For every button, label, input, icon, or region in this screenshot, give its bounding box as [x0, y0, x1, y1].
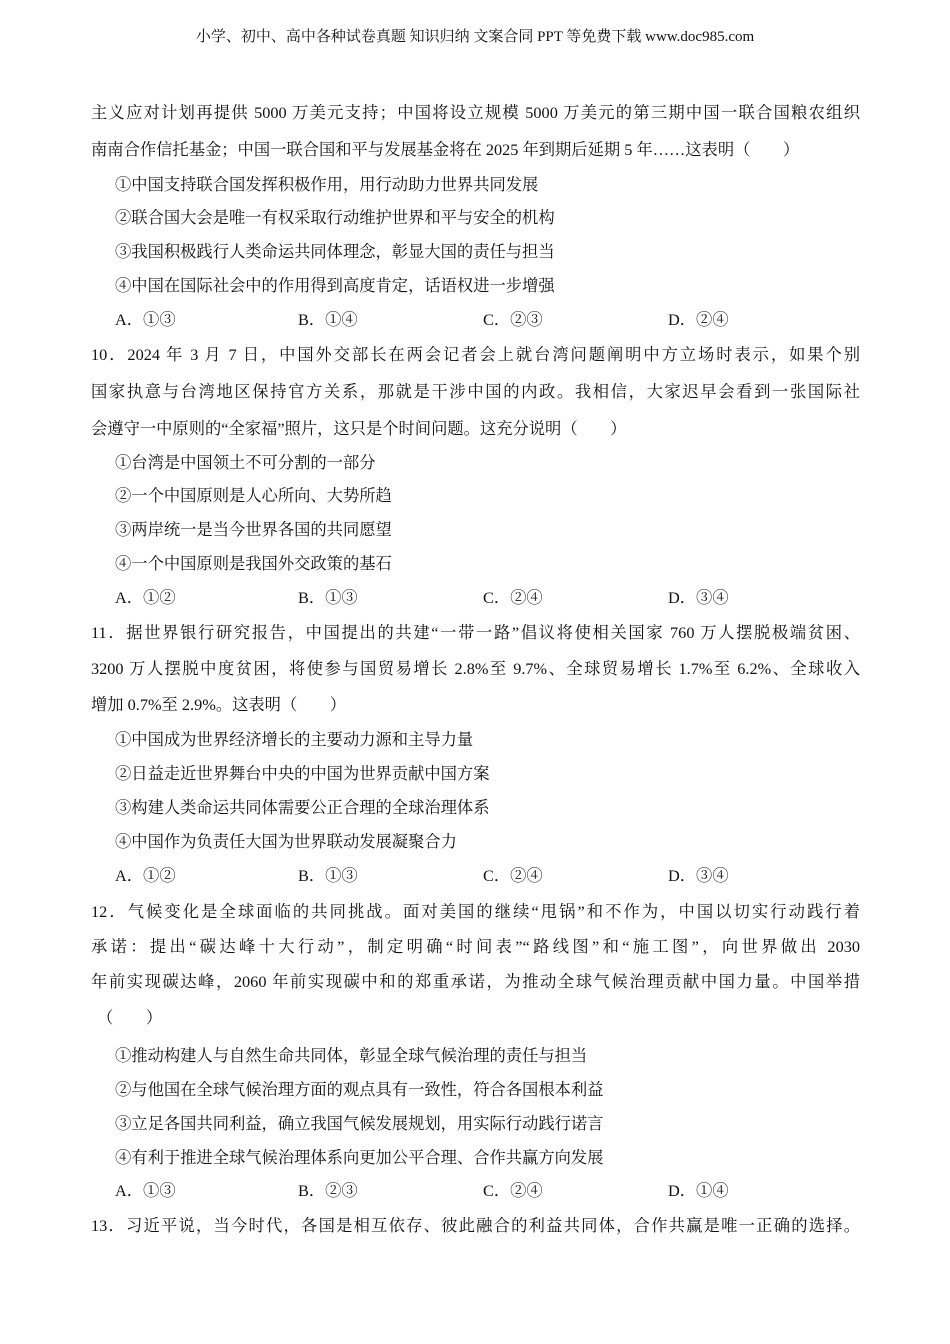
question-text-line: 承诺：提出“碳达峰十大行动”，制定明确“时间表”“路线图”和“施工图”，向世界做出 2030	[91, 937, 860, 956]
answer-choice: D．③④	[668, 866, 729, 885]
statement-option: ③立足各国共同利益，确立我国气候发展规划，用实际行动践行诺言	[115, 1114, 604, 1133]
question-text-line: 主义应对计划再提供 5000 万美元支持；中国将设立规模 5000 万美元的第三期中国一联合国粮农组织	[91, 103, 860, 122]
statement-option: ①中国成为世界经济增长的主要动力源和主导力量	[115, 730, 474, 749]
answer-choice: B．②③	[298, 1181, 358, 1200]
statement-option: ②联合国大会是唯一有权采取行动维护世界和平与安全的机构	[115, 208, 555, 227]
statement-option: ④一个中国原则是我国外交政策的基石	[115, 554, 392, 573]
statement-option: ①中国支持联合国发挥积极作用，用行动助力世界共同发展	[115, 175, 539, 194]
answer-choice: A．①③	[115, 1181, 176, 1200]
answer-choice: D．①④	[668, 1181, 729, 1200]
question-text-line: 11．据世界银行研究报告，中国提出的共建“一带一路”倡议将使相关国家 760 万人摆脱极端贫困、	[91, 623, 860, 642]
statement-option: ③构建人类命运共同体需要公正合理的全球治理体系	[115, 798, 490, 817]
statement-option: ②日益走近世界舞台中央的中国为世界贡献中国方案	[115, 764, 490, 783]
question-text-line: 12．气候变化是全球面临的共同挑战。面对美国的继续“甩锅”和不作为，中国以切实行动践行着	[91, 902, 860, 921]
answer-choice: C．②③	[483, 310, 543, 329]
question-text-line: 国家执意与台湾地区保持官方关系，那就是干涉中国的内政。我相信，大家迟早会看到一张国际社	[91, 382, 860, 401]
statement-option: ②一个中国原则是人心所向、大势所趋	[115, 486, 392, 505]
question-text-line: 13．习近平说，当今时代，各国是相互依存、彼此融合的利益共同体，合作共赢是唯一正确的选择。	[91, 1216, 860, 1235]
statement-option: ②与他国在全球气候治理方面的观点具有一致性，符合各国根本利益	[115, 1080, 604, 1099]
statement-option: ④中国作为负责任大国为世界联动发展凝聚合力	[115, 832, 457, 851]
statement-option: ①推动构建人与自然生命共同体，彰显全球气候治理的责任与担当	[115, 1046, 588, 1065]
answer-choice: B．①③	[298, 588, 358, 607]
statement-option: ④中国在国际社会中的作用得到高度肯定，话语权进一步增强	[115, 276, 555, 295]
question-text-line: （ ）	[97, 1008, 163, 1027]
question-text-line: 10．2024 年 3 月 7 日，中国外交部长在两会记者会上就台湾问题阐明中方立场时表示，如果个别	[91, 345, 860, 364]
question-text-line: 南南合作信托基金；中国一联合国和平与发展基金将在 2025 年到期后延期 5 年……这表明（ ）	[91, 140, 800, 159]
statement-option: ①台湾是中国领土不可分割的一部分	[115, 453, 376, 472]
answer-choice: B．①④	[298, 310, 358, 329]
answer-choice: D．②④	[668, 310, 729, 329]
page-header: 小学、初中、高中各种试卷真题 知识归纳 文案合同 PPT 等免费下载 www.doc985.com	[195, 29, 755, 45]
question-text-line: 3200 万人摆脱中度贫困，将使参与国贸易增长 2.8%至 9.7%、全球贸易增长 1.7%至 6.2%、全球收入	[91, 659, 860, 678]
statement-option: ④有利于推进全球气候治理体系向更加公平合理、合作共赢方向发展	[115, 1148, 604, 1167]
answer-choice: C．②④	[483, 866, 543, 885]
answer-choice: C．②④	[483, 588, 543, 607]
answer-choice: D．③④	[668, 588, 729, 607]
question-text-line: 增加 0.7%至 2.9%。这表明（ ）	[91, 695, 347, 714]
answer-choice: A．①③	[115, 310, 176, 329]
question-text-line: 年前实现碳达峰，2060 年前实现碳中和的郑重承诺，为推动全球气候治理贡献中国力量。中国举措	[91, 972, 860, 991]
answer-choice: C．②④	[483, 1181, 543, 1200]
answer-choice: A．①②	[115, 866, 176, 885]
answer-choice: A．①②	[115, 588, 176, 607]
statement-option: ③我国积极践行人类命运共同体理念，彰显大国的责任与担当	[115, 242, 555, 261]
question-text-line: 会遵守一中原则的“全家福”照片，这只是个时间问题。这充分说明（ ）	[91, 419, 627, 438]
answer-choice: B．①③	[298, 866, 358, 885]
statement-option: ③两岸统一是当今世界各国的共同愿望	[115, 520, 392, 539]
